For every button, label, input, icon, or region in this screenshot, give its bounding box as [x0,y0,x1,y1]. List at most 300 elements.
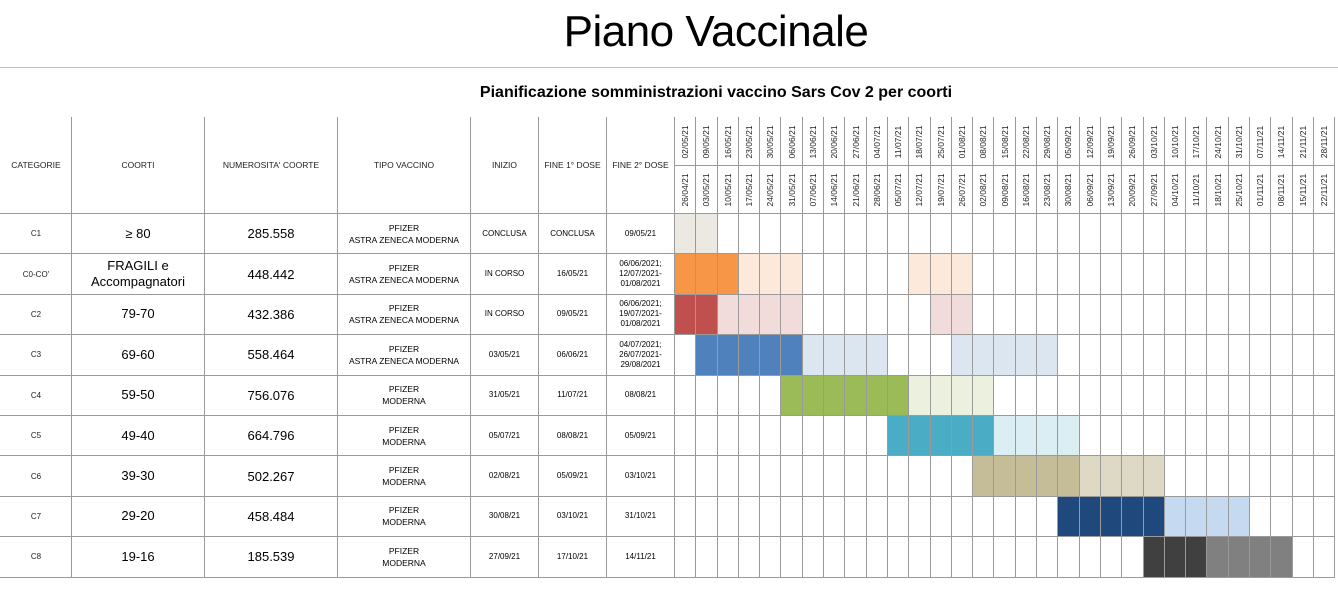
vaccino-line-2: ASTRA ZENECA MODERNA [348,275,460,286]
week-end-date-label: 06/06/21 [786,124,797,159]
week-end-date [1164,118,1185,166]
week-end-date [802,118,823,166]
gantt-week-cell [717,254,738,294]
fine-prima-dose-cell: 17/10/21 [539,537,607,577]
gantt-week-cell [802,537,823,577]
vaccino-line-1: PFIZER [388,343,420,354]
gantt-week-cell [1164,496,1185,536]
gantt-week-cell [1079,375,1100,415]
gantt-week-cell [1143,415,1164,455]
categoria-cell: C4 [1,375,72,415]
gantt-week-cell [1271,254,1292,294]
fine-seconda-dose-cell [607,335,675,375]
gantt-week-cell [994,375,1015,415]
gantt-week-cell [1143,254,1164,294]
gantt-week-cell [1271,537,1292,577]
gantt-week-cell [802,335,823,375]
week-start-date-label: 12/07/21 [914,172,925,207]
gantt-week-cell [1058,335,1079,375]
gantt-week-cell [1015,294,1036,334]
week-end-date [1058,118,1079,166]
gantt-week-cell [1207,415,1228,455]
inizio-cell: IN CORSO [471,254,539,294]
gantt-week-cell [1079,335,1100,375]
week-end-date-label: 13/06/21 [807,124,818,159]
week-start-date [1313,166,1334,214]
gantt-week-cell [717,375,738,415]
week-end-date-label: 23/05/21 [744,124,755,159]
gantt-week-cell [738,537,759,577]
gantt-week-cell [1058,214,1079,254]
week-start-date-label: 25/10/21 [1233,172,1244,207]
gantt-week-cell [696,496,717,536]
gantt-week-cell [973,496,994,536]
gantt-week-cell [845,254,866,294]
gantt-week-cell [781,415,802,455]
gantt-week-cell [887,496,908,536]
categoria-cell: C5 [1,415,72,455]
coorte-cell: 69-60 [72,335,205,375]
week-start-date-label: 16/08/21 [1020,172,1031,207]
vaccino-line-1: PFIZER [388,465,420,476]
week-start-date-label: 03/05/21 [701,172,712,207]
fine-prima-dose-cell: 03/10/21 [539,496,607,536]
fine-seconda-dose-line: 06/06/2021; [619,259,662,269]
gantt-week-cell [824,415,845,455]
week-end-date-label: 18/07/21 [914,124,925,159]
gantt-week-cell [717,214,738,254]
week-start-date [802,166,823,214]
gantt-week-cell [1228,496,1249,536]
gantt-week-cell [1164,254,1185,294]
gantt-week-cell [738,496,759,536]
fine-seconda-dose-line: 04/07/2021; [619,339,662,349]
week-start-date [1100,166,1121,214]
gantt-week-cell [760,496,781,536]
fine-seconda-dose-line: 12/07/2021- [619,269,662,279]
gantt-week-cell [781,537,802,577]
vaccino-line-2: ASTRA ZENECA MODERNA [348,234,460,245]
gantt-week-cell [675,214,696,254]
week-start-date-label: 06/09/21 [1084,172,1095,207]
gantt-week-cell [1250,456,1271,496]
week-start-date-label: 14/06/21 [829,172,840,207]
gantt-week-cell [760,335,781,375]
gantt-week-cell [973,537,994,577]
categoria-cell: C3 [1,335,72,375]
gantt-week-cell [1186,456,1207,496]
gantt-week-cell [760,214,781,254]
week-end-date [845,118,866,166]
fine-seconda-dose-line: 08/08/21 [624,390,657,400]
fine-seconda-dose-cell [607,415,675,455]
gantt-week-cell [1122,254,1143,294]
gantt-week-cell [866,335,887,375]
gantt-week-cell [845,496,866,536]
week-end-date [696,118,717,166]
coorte-cell: 19-16 [72,537,205,577]
vaccino-line-1: PFIZER [388,263,420,274]
gantt-week-cell [1186,496,1207,536]
gantt-week-cell [738,375,759,415]
gantt-week-cell [1228,415,1249,455]
week-end-date [1015,118,1036,166]
gantt-week-cell [845,375,866,415]
gantt-week-cell [887,375,908,415]
week-end-date-label: 19/09/21 [1106,124,1117,159]
week-end-date-label: 07/11/21 [1255,125,1266,158]
week-start-date [1186,166,1207,214]
gantt-week-cell [951,254,972,294]
week-end-date-label: 29/08/21 [1042,124,1053,159]
gantt-week-cell [760,456,781,496]
gantt-week-cell [802,456,823,496]
page-title: Piano Vaccinale [563,7,869,56]
gantt-week-cell [1143,456,1164,496]
fine-seconda-dose-cell [607,254,675,294]
gantt-week-cell [696,537,717,577]
week-start-date-label: 24/05/21 [765,172,776,207]
gantt-week-cell [1313,214,1334,254]
gantt-week-cell [1058,294,1079,334]
gantt-week-cell [1250,496,1271,536]
week-end-date [717,118,738,166]
gantt-week-cell [1100,456,1121,496]
gantt-week-cell [1313,375,1334,415]
gantt-week-cell [1250,335,1271,375]
week-start-date-label: 18/10/21 [1212,172,1223,207]
gantt-week-cell [1207,537,1228,577]
gantt-week-cell [1079,456,1100,496]
week-start-date [1079,166,1100,214]
week-end-date-label: 30/05/21 [765,124,776,159]
gantt-week-cell [887,214,908,254]
fine-seconda-dose-line: 31/10/21 [624,511,657,521]
gantt-week-cell [1292,375,1313,415]
gantt-week-cell [1250,294,1271,334]
week-end-date [1207,118,1228,166]
week-start-date-label: 11/10/21 [1191,173,1202,206]
gantt-week-cell [1037,415,1058,455]
gantt-week-cell [802,214,823,254]
week-start-date-label: 15/11/21 [1297,173,1308,206]
numerosita-cell: 185.539 [205,537,338,577]
table-row [1,537,1335,577]
gantt-week-cell [909,496,930,536]
vaccino-line-1: PFIZER [388,222,420,233]
gantt-week-cell [1292,415,1313,455]
gantt-week-cell [1100,537,1121,577]
gantt-week-cell [887,537,908,577]
fine-seconda-dose-cell [607,537,675,577]
gantt-week-cell [1228,456,1249,496]
gantt-week-cell [951,375,972,415]
tipo-vaccino-cell [338,456,471,496]
gantt-week-cell [1313,456,1334,496]
inizio-cell: CONCLUSA [471,214,539,254]
vaccino-line-1: PFIZER [388,303,420,314]
week-start-date [994,166,1015,214]
week-start-date-label: 07/06/21 [807,172,818,207]
week-end-date [1122,118,1143,166]
gantt-week-cell [1143,496,1164,536]
gantt-week-cell [866,456,887,496]
gantt-week-cell [1143,375,1164,415]
gantt-week-cell [994,456,1015,496]
week-start-date-label: 22/11/21 [1319,173,1330,206]
gantt-week-cell [781,335,802,375]
gantt-week-cell [1313,294,1334,334]
header-coorti: COORTI [72,118,205,214]
fine-seconda-dose-line: 26/07/2021- [619,349,662,359]
gantt-week-cell [1100,415,1121,455]
gantt-week-cell [1100,335,1121,375]
gantt-week-cell [1122,294,1143,334]
gantt-week-cell [824,537,845,577]
gantt-week-cell [887,254,908,294]
week-start-date [675,166,696,214]
tipo-vaccino-cell [338,214,471,254]
fine-seconda-dose-cell [607,496,675,536]
week-end-date-label: 05/09/21 [1063,124,1074,159]
gantt-week-cell [994,254,1015,294]
inizio-cell: 31/05/21 [471,375,539,415]
gantt-week-cell [951,214,972,254]
fine-seconda-dose-line: 29/08/2021 [620,359,661,369]
week-start-date [1164,166,1185,214]
fine-seconda-dose-line: 01/08/2021 [620,279,661,289]
gantt-week-cell [845,456,866,496]
header-inizio: INIZIO [471,118,539,214]
gantt-week-cell [930,496,951,536]
fine-prima-dose-cell: 11/07/21 [539,375,607,415]
gantt-week-cell [738,456,759,496]
numerosita-cell: 558.464 [205,335,338,375]
inizio-cell: IN CORSO [471,294,539,334]
gantt-week-cell [845,415,866,455]
week-start-date [781,166,802,214]
coorte-cell: ≥ 80 [72,214,205,254]
gantt-week-cell [909,335,930,375]
gantt-week-cell [717,456,738,496]
week-start-date [1292,166,1313,214]
week-start-date-label: 02/08/21 [978,172,989,207]
gantt-week-cell [675,375,696,415]
vaccino-line-2: MODERNA [382,436,426,447]
gantt-week-cell [994,294,1015,334]
gantt-week-cell [866,254,887,294]
gantt-week-cell [887,415,908,455]
header-fine-seconda-dose: FINE 2° DOSE [607,118,675,214]
gantt-week-cell [1079,415,1100,455]
week-start-date [1207,166,1228,214]
week-end-date [1143,118,1164,166]
week-start-date [973,166,994,214]
vaccino-line-2: MODERNA [382,557,426,568]
week-start-date [696,166,717,214]
gantt-week-cell [824,496,845,536]
fine-prima-dose-cell: 05/09/21 [539,456,607,496]
table-row [1,375,1335,415]
gantt-week-cell [887,456,908,496]
week-end-date-label: 01/08/21 [957,124,967,159]
gantt-week-cell [781,214,802,254]
gantt-week-cell [1292,496,1313,536]
gantt-week-cell [1079,254,1100,294]
week-end-date-label: 24/10/21 [1212,124,1223,159]
gantt-week-cell [1186,294,1207,334]
tipo-vaccino-cell [338,254,471,294]
gantt-week-cell [994,415,1015,455]
gantt-week-cell [1015,214,1036,254]
gantt-week-cell [1122,537,1143,577]
gantt-week-cell [1143,214,1164,254]
coorte-cell: 59-50 [72,375,205,415]
gantt-week-cell [1015,456,1036,496]
gantt-week-cell [994,214,1015,254]
week-end-date-label: 10/10/21 [1169,124,1180,159]
gantt-week-cell [738,415,759,455]
gantt-week-cell [909,456,930,496]
gantt-week-cell [696,375,717,415]
gantt-week-cell [909,254,930,294]
fine-seconda-dose-line: 06/06/2021; [619,299,662,309]
numerosita-cell: 756.076 [205,375,338,415]
gantt-week-cell [1313,335,1334,375]
week-start-date-label: 27/09/21 [1148,172,1159,207]
gantt-week-cell [1037,335,1058,375]
gantt-week-cell [866,294,887,334]
gantt-week-cell [1122,496,1143,536]
gantt-week-cell [1292,214,1313,254]
week-start-date [887,166,908,214]
week-start-date [909,166,930,214]
vaccino-line-2: MODERNA [382,477,426,488]
gantt-week-cell [1164,375,1185,415]
gantt-week-cell [1186,335,1207,375]
gantt-week-cell [1122,415,1143,455]
gantt-week-cell [887,294,908,334]
tipo-vaccino-cell [338,496,471,536]
gantt-week-cell [760,537,781,577]
gantt-week-cell [909,214,930,254]
week-end-date [994,118,1015,166]
week-start-date [1250,166,1271,214]
gantt-week-cell [1164,456,1185,496]
week-end-date-label: 28/11/21 [1319,125,1330,158]
inizio-cell: 05/07/21 [471,415,539,455]
gantt-week-cell [930,537,951,577]
numerosita-cell: 502.267 [205,456,338,496]
tipo-vaccino-cell [338,415,471,455]
gantt-week-cell [1058,456,1079,496]
gantt-week-cell [973,415,994,455]
gantt-week-cell [1228,335,1249,375]
week-end-date [738,118,759,166]
gantt-week-cell [675,335,696,375]
week-end-date-label: 21/11/21 [1297,125,1308,158]
week-start-date-label: 13/09/21 [1106,172,1117,207]
gantt-week-cell [824,335,845,375]
coorte-cell: 79-70 [72,294,205,334]
week-start-date-label: 30/08/21 [1063,172,1074,207]
week-end-date-label: 22/08/21 [1020,124,1031,159]
fine-prima-dose-cell: 09/05/21 [539,294,607,334]
table-row [1,415,1335,455]
gantt-week-cell [717,415,738,455]
gantt-week-cell [675,537,696,577]
gantt-week-cell [1037,254,1058,294]
categoria-cell: C0-CO' [1,254,72,294]
gantt-week-cell [802,254,823,294]
gantt-week-cell [1228,537,1249,577]
gantt-week-cell [1271,294,1292,334]
categoria-cell: C2 [1,294,72,334]
gantt-week-cell [866,496,887,536]
table-row [1,294,1335,334]
inizio-cell: 03/05/21 [471,335,539,375]
gantt-week-cell [1143,294,1164,334]
week-end-date-label: 27/06/21 [850,124,861,159]
gantt-week-cell [930,294,951,334]
gantt-week-cell [1079,496,1100,536]
gantt-week-cell [951,456,972,496]
fine-seconda-dose-line: 03/10/21 [624,471,657,481]
gantt-week-cell [973,335,994,375]
week-start-date [760,166,781,214]
week-end-date-label: 17/10/21 [1191,124,1202,159]
gantt-week-cell [760,294,781,334]
gantt-week-cell [1037,214,1058,254]
gantt-week-cell [930,335,951,375]
gantt-week-cell [1228,294,1249,334]
week-end-date-label: 11/07/21 [893,125,904,158]
gantt-week-cell [1079,294,1100,334]
fine-prima-dose-cell: 16/05/21 [539,254,607,294]
fine-seconda-dose-cell [607,214,675,254]
gantt-week-cell [930,415,951,455]
gantt-week-cell [1100,214,1121,254]
week-end-date [824,118,845,166]
table-row [1,335,1335,375]
gantt-week-cell [1207,294,1228,334]
gantt-week-cell [1271,496,1292,536]
coorte-cell: FRAGILI e Accompagnatori [72,254,205,294]
gantt-week-cell [802,294,823,334]
gantt-week-cell [1207,254,1228,294]
week-start-date [738,166,759,214]
gantt-week-cell [675,456,696,496]
gantt-week-cell [909,415,930,455]
fine-prima-dose-cell: 08/08/21 [539,415,607,455]
vaccine-plan-table [0,117,1335,578]
gantt-week-cell [1271,456,1292,496]
week-end-date-label: 08/08/21 [978,124,989,159]
week-end-date [781,118,802,166]
gantt-week-cell [866,415,887,455]
gantt-week-cell [887,335,908,375]
gantt-week-cell [1143,335,1164,375]
title-divider [0,67,1338,68]
gantt-week-cell [1207,496,1228,536]
gantt-week-cell [1292,335,1313,375]
week-start-date [824,166,845,214]
gantt-week-cell [1207,456,1228,496]
week-start-date [717,166,738,214]
coorte-cell: 29-20 [72,496,205,536]
gantt-week-cell [909,294,930,334]
categoria-cell: C1 [1,214,72,254]
